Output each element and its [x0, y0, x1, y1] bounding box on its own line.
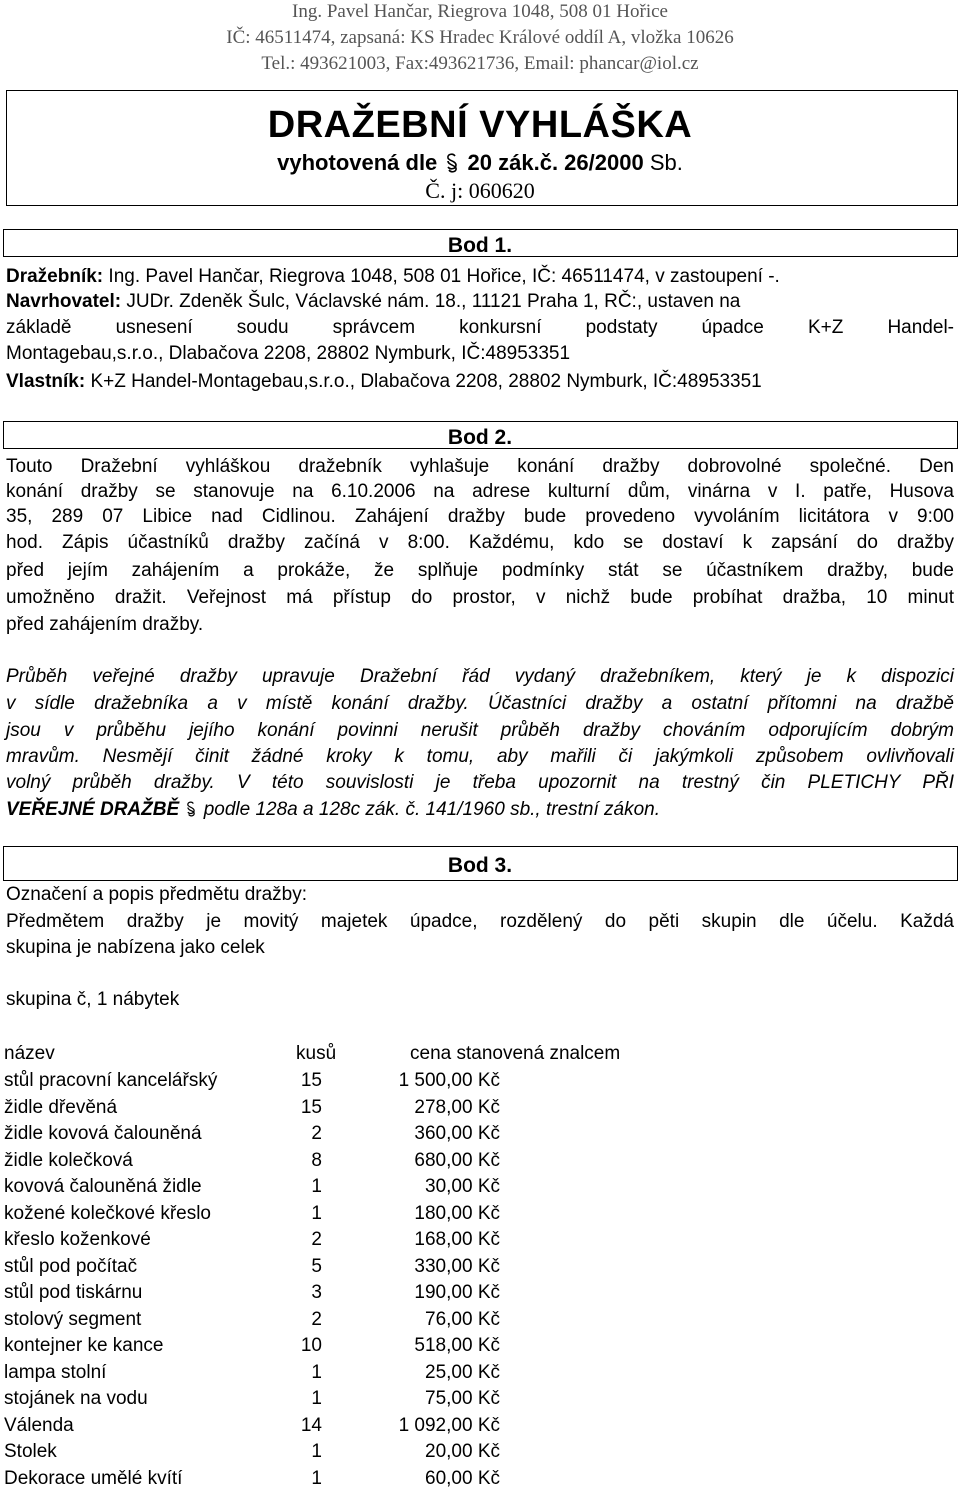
reference-number: Č. j: 060620: [425, 178, 535, 203]
document-subtitle: [0, 150, 960, 176]
bod1-line-2: [6, 290, 954, 314]
navrhovatel-label: Navrhovatel:: [6, 291, 122, 312]
letterhead-line-1: Ing. Pavel Hančar, Riegrova 1048, 508 01 Hořice: [292, 1, 668, 22]
item-price: 30,00 Kč: [425, 1176, 500, 1197]
item-price: 180,00 Kč: [414, 1203, 500, 1224]
bod1-line-5: [6, 370, 954, 394]
bod2-p2-line: v sídle dražebníka a v místě konání dražby. Účastníci dražby a ostatní přítomni na dražbě: [6, 693, 954, 714]
drazebnik-label: Dražebník:: [6, 266, 104, 287]
bod2-p1-line: 35, 289 07 Libice nad Cidlinou. Zahájení dražby bude provedeno vyvoláním licitátora v 9:00: [6, 506, 954, 527]
bod3-text-line-1: Předmětem dražby je movitý majetek úpadce, rozdělený do pěti skupin dle účelu. Každá: [6, 911, 954, 932]
item-quantity: 5: [311, 1256, 322, 1277]
item-name: lampa stolní: [4, 1362, 107, 1383]
item-quantity: 14: [300, 1415, 322, 1436]
item-price: 360,00 Kč: [414, 1123, 500, 1144]
group-title: skupina č, 1 nábytek: [6, 989, 180, 1010]
item-name: Válenda: [4, 1415, 74, 1436]
bod1-label: Bod 1.: [447, 234, 513, 257]
bod1-line-4: Montagebau,s.r.o., Dlabačova 2208, 28802 Nymburk, IČ:48953351: [6, 343, 571, 364]
subtitle-prefix: vyhotovená dle: [277, 150, 438, 175]
bod2-p1-line: před jejím zahájením a prokáže, že splňuje podmínky stát se účastníkem dražby, bude: [6, 560, 954, 581]
item-price: 1 500,00 Kč: [398, 1070, 500, 1091]
item-name: stojánek na vodu: [4, 1388, 148, 1409]
item-name: kontejner ke kance: [4, 1335, 164, 1356]
bod2-p2-line: volný průběh dražby. V této souvislosti je třeba upozornit na trestný čin PLETICHY PŘI: [6, 772, 954, 793]
item-price: 60,00 Kč: [425, 1468, 500, 1489]
item-quantity: 8: [311, 1150, 322, 1171]
bod2-p2-line: jsou v průběhu jejího konání povinni nerušit průběh dražby chováním odporujícím dobrým: [6, 720, 954, 741]
bod2-p1-line: hod. Zápis účastníků dražby začíná v 8:00. Každému, kdo se dostaví k zapsání do dražby: [6, 532, 954, 553]
item-quantity: 15: [300, 1097, 322, 1118]
bod2-p1-line-last: před zahájením dražby.: [6, 614, 204, 635]
bod2-p1-line: konání dražby se stanovuje na 6.10.2006 na adrese kulturní dům, vinárna v I. patře, Husova: [6, 481, 954, 502]
subtitle-suffix: Sb.: [649, 150, 683, 175]
item-name: křeslo koženkové: [4, 1229, 151, 1250]
item-quantity: 1: [311, 1362, 322, 1383]
item-name: židle dřevěná: [4, 1097, 118, 1118]
item-price: 25,00 Kč: [425, 1362, 500, 1383]
item-price: 75,00 Kč: [425, 1388, 500, 1409]
header-qty: kusů: [296, 1043, 337, 1064]
item-quantity: 15: [300, 1070, 322, 1091]
letterhead-line-3: Tel.: 493621003, Fax:493621736, Email: phancar@iol.cz: [261, 53, 699, 74]
subtitle-law: 20 zák.č. 26/2000: [467, 150, 644, 175]
item-price: 168,00 Kč: [414, 1229, 500, 1250]
pletichy-bold: VEŘEJNÉ DRAŽBĚ: [6, 799, 180, 820]
item-name: kovová čalouněná židle: [4, 1176, 202, 1197]
bod2-p2-line: mravům. Nesmějí činit žádné kroky k tomu, aby mařili či jakýmkoli způsobem ovlivňovali: [6, 746, 954, 767]
bod1-line-3: základě usnesení soudu správcem konkursní podstaty úpadce K+Z Handel-: [6, 317, 954, 338]
item-quantity: 1: [311, 1176, 322, 1197]
item-name: stolový segment: [4, 1309, 142, 1330]
item-quantity: 1: [311, 1441, 322, 1462]
navrhovatel-text: JUDr. Zdeněk Šulc, Václavské nám. 18., 11121 Praha 1, RČ:, ustaven na: [126, 291, 741, 312]
section-sign-icon: [184, 799, 198, 819]
bod3-text-line-2: skupina je nabízena jako celek: [6, 937, 265, 958]
bod3-label: Bod 3.: [447, 854, 513, 877]
item-quantity: 2: [311, 1309, 322, 1330]
letterhead-line-2: IČ: 46511474, zapsaná: KS Hradec Králové oddíl A, vložka 10626: [226, 27, 734, 48]
header-price: cena stanovená znalcem: [410, 1043, 621, 1064]
item-price: 190,00 Kč: [414, 1282, 500, 1303]
item-quantity: 2: [311, 1229, 322, 1250]
document-title: DRAŽEBNÍ VYHLÁŠKA: [267, 104, 693, 146]
item-price: 20,00 Kč: [425, 1441, 500, 1462]
vlastnik-label: Vlastník:: [6, 371, 86, 392]
bod2-p1-line: umožněno dražit. Veřejnost má přístup do prostor, v nichž bude probíhat dražba, 10 minut: [6, 587, 954, 608]
item-name: stůl pod počítač: [4, 1256, 138, 1277]
vlastnik-text: K+Z Handel-Montagebau,s.r.o., Dlabačova 2208, 28802 Nymburk, IČ:48953351: [90, 371, 762, 392]
header-name: název: [4, 1043, 55, 1064]
item-name: kožené kolečkové křeslo: [4, 1203, 211, 1224]
item-name: židle kovová čalouněná: [4, 1123, 202, 1144]
item-name: Stolek: [4, 1441, 57, 1462]
item-quantity: 1: [311, 1468, 322, 1489]
item-quantity: 1: [311, 1388, 322, 1409]
item-price: 680,00 Kč: [414, 1150, 500, 1171]
item-quantity: 10: [300, 1335, 322, 1356]
section-sign-icon: [443, 152, 461, 174]
item-quantity: 2: [311, 1123, 322, 1144]
item-quantity: 1: [311, 1203, 322, 1224]
pletichy-rest: podle 128a a 128c zák. č. 141/1960 sb., trestní zákon.: [203, 799, 661, 820]
bod3-heading: Označení a popis předmětu dražby:: [6, 884, 308, 905]
bod2-p2-line: Průběh veřejné dražby upravuje Dražební řád vydaný dražebníkem, který je k dispozici: [6, 666, 954, 687]
bod2-label: Bod 2.: [447, 426, 513, 449]
item-price: 76,00 Kč: [425, 1309, 500, 1330]
bod2-p1-line: Touto Dražební vyhláškou dražebník vyhlašuje konání dražby dobrovolné společné. Den: [6, 456, 954, 477]
item-name: židle kolečková: [4, 1150, 133, 1171]
bod2-p2-line-last: [6, 798, 954, 822]
item-price: 278,00 Kč: [414, 1097, 500, 1118]
item-price: 518,00 Kč: [414, 1335, 500, 1356]
item-price: 1 092,00 Kč: [398, 1415, 500, 1436]
item-name: stůl pod tiskárnu: [4, 1282, 143, 1303]
item-name: Dekorace umělé kvítí: [4, 1468, 183, 1489]
item-quantity: 3: [311, 1282, 322, 1303]
item-price: 330,00 Kč: [414, 1256, 500, 1277]
item-name: stůl pracovní kancelářský: [4, 1070, 218, 1091]
bod1-line-1: [6, 265, 954, 289]
drazebnik-text: Ing. Pavel Hančar, Riegrova 1048, 508 01 Hořice, IČ: 46511474, v zastoupení -.: [108, 266, 780, 287]
